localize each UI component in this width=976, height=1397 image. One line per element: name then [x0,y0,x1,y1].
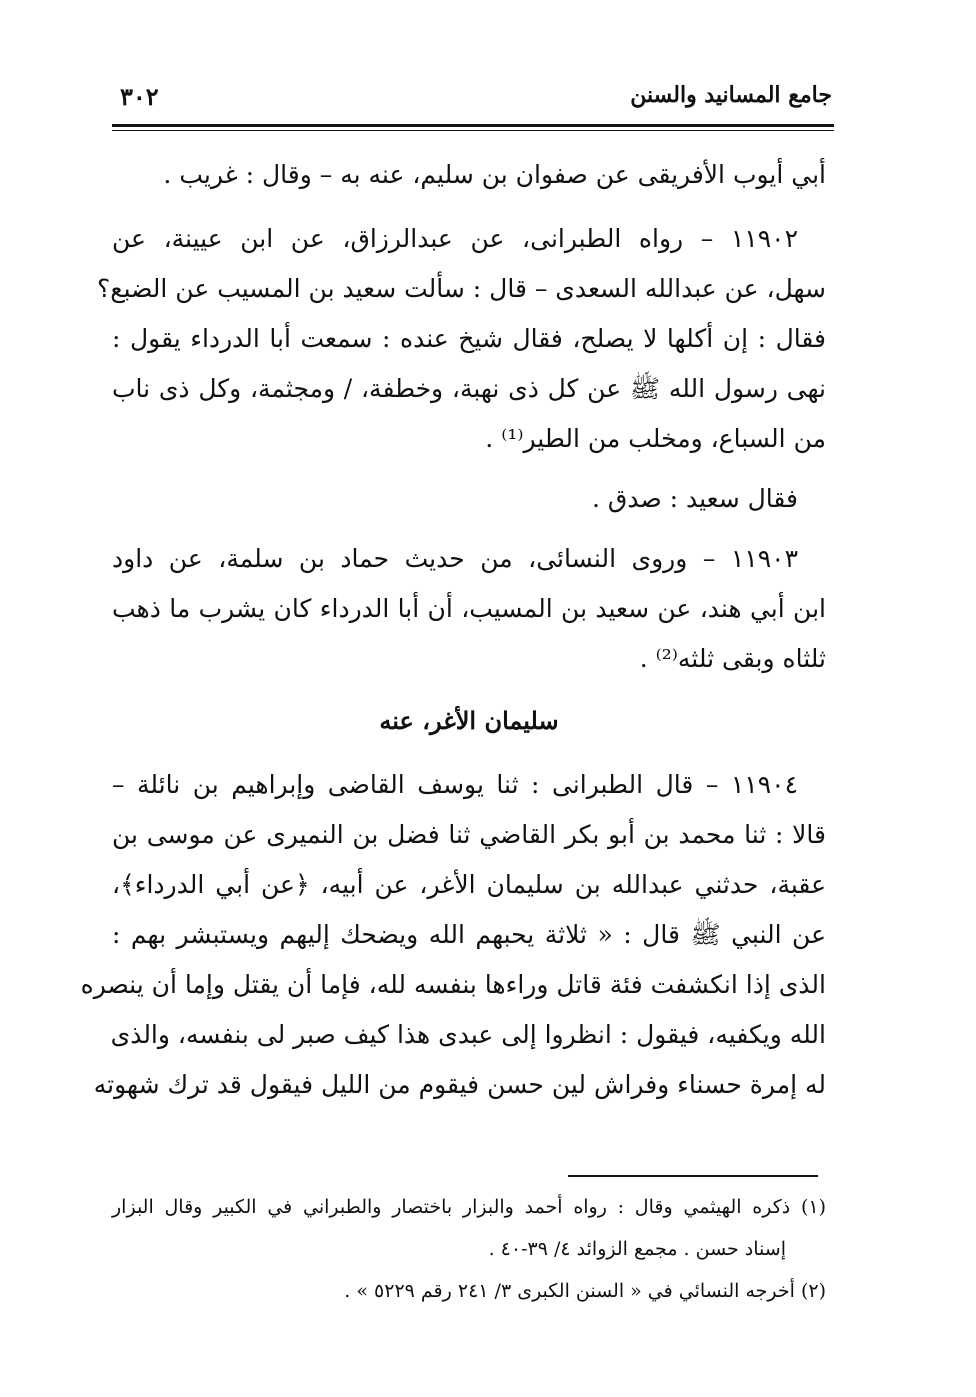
text-line: عن النبي ﷺ قال : « ثلاثة يحبهم الله ويضحك إليهم ويستبشر بهم : [112,920,826,949]
text-line: له إمرة حسناء وفراش لين حسن فيقوم من الليل فيقول قد ترك شهوته [93,1070,826,1099]
text-line: ١١٩٠٢ – رواه الطبرانى، عن عبدالرزاق، عن ابن عيينة، عن [112,224,798,253]
text-line: الذى إذا انكشفت فئة قاتل وراءها بنفسه لله، فإما أن يقتل وإما أن ينصره [80,970,826,999]
text-line: ١١٩٠٤ – قال الطبرانى : ثنا يوسف القاضى وإبراهيم بن نائلة – [112,770,798,799]
text-line: عقبة، حدثني عبدالله بن سليمان الأغر، عن أبيه، ﴿عن أبي الدرداء﴾، [112,870,826,899]
text-line: من السباع، ومخلب من الطير⁽¹⁾ . [485,424,826,453]
footnote-separator [568,1175,818,1177]
text-line: ١١٩٠٣ – وروى النسائى، من حديث حماد بن سلمة، عن داود [112,544,798,573]
footnote-line: (٢) أخرجه النسائي في « السنن الكبرى ٣/ ٢٤١ رقم ٥٢٢٩ » . [344,1280,826,1302]
header-rule-thin [112,130,834,131]
text-line: ابن أبي هند، عن سعيد بن المسيب، أن أبا الدرداء كان يشرب ما ذهب [112,594,826,623]
text-line: سهل، عن عبدالله السعدى – قال : سألت سعيد بن المسيب عن الضبع؟ [97,274,826,303]
section-heading: سليمان الأغر، عنه [379,706,559,735]
footnote-line: (١) ذكره الهيثمي وقال : رواه أحمد والبزار باختصار والطبراني في الكبير وقال البزار [112,1196,826,1218]
page-number: ٣٠٢ [120,82,159,111]
text-line: نهى رسول الله ﷺ عن كل ذى نهبة، وخطفة، / ومجثمة، وكل ذى ناب [112,374,826,403]
text-line: قالا : ثنا محمد بن أبو بكر القاضي ثنا فضل بن النميرى عن موسى بن [112,820,826,849]
text-line: أبي أيوب الأفريقى عن صفوان بن سليم، عنه به – وقال : غريب . [163,160,826,189]
footnote-line: إسناد حسن . مجمع الزوائد ٤/ ٣٩-٤٠ . [488,1238,786,1260]
page-header [112,82,832,122]
text-line: ثلثاه وبقى ثلثه⁽²⁾ . [639,644,826,673]
running-title: جامع المسانيد والسنن [630,82,832,108]
text-line: فقال سعيد : صدق . [592,484,798,513]
text-line: الله ويكفيه، فيقول : انظروا إلى عبدى هذا كيف صبر لى بنفسه، والذى [110,1020,826,1049]
header-rule [112,124,834,127]
text-line: فقال : إن أكلها لا يصلح، فقال شيخ عنده : سمعت أبا الدرداء يقول : [112,324,826,353]
